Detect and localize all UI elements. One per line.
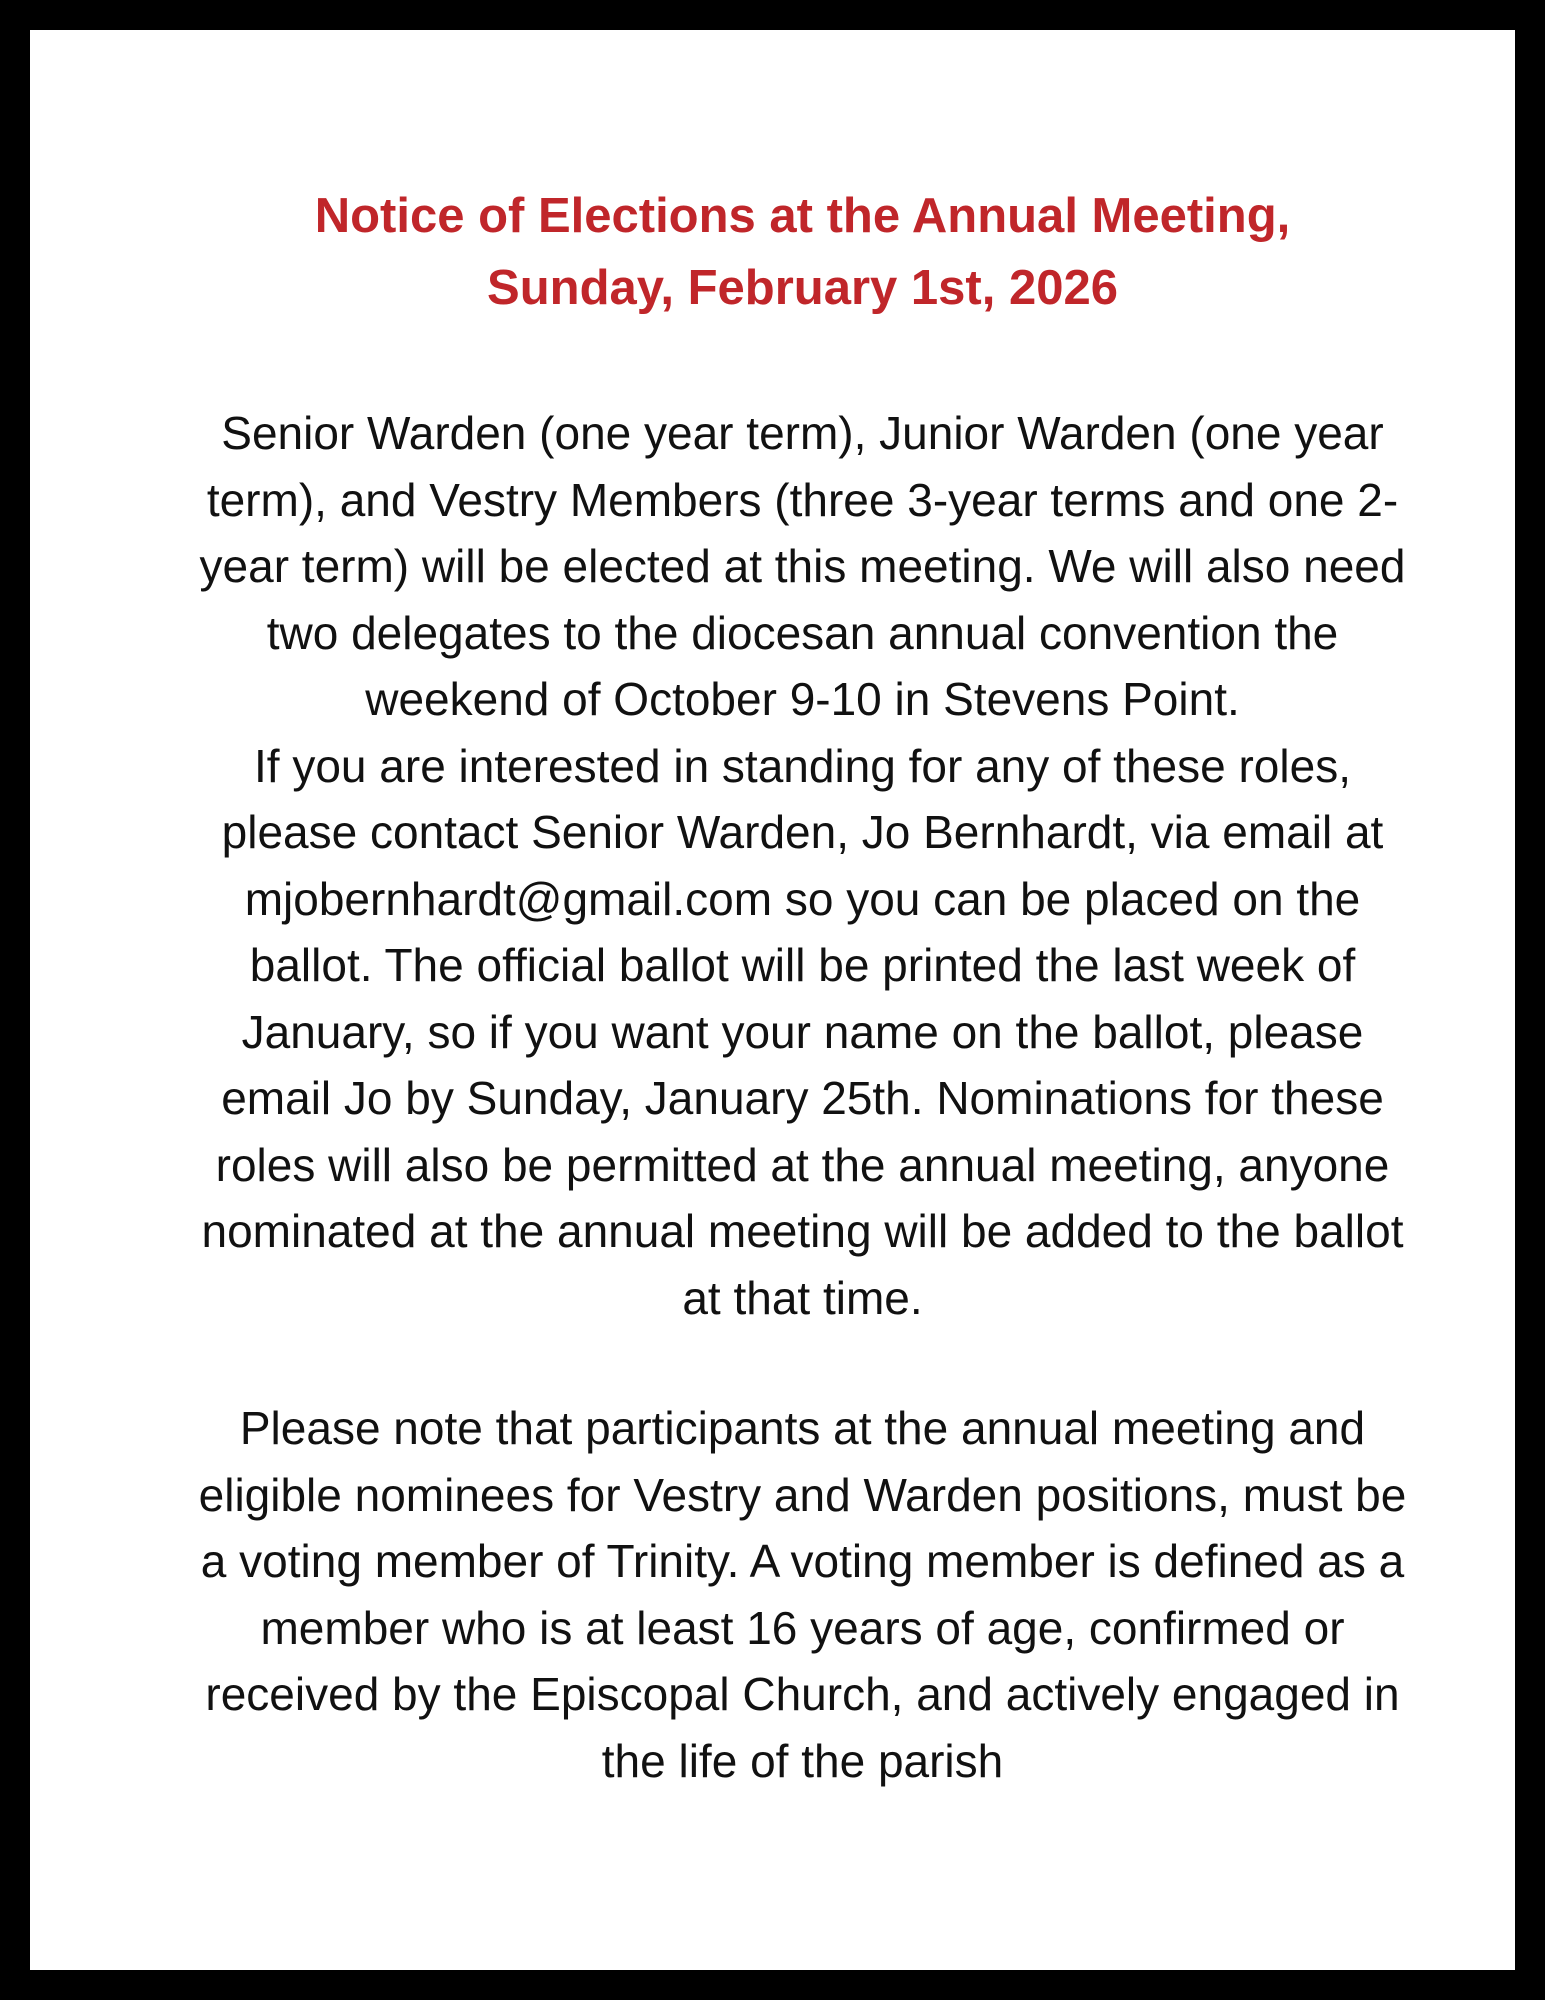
text-line: a voting member of Trinity. A voting member is defined as a — [200, 1535, 1405, 1587]
election-details-paragraph — [100, 400, 1505, 1331]
text-line: nominated at the annual meeting will be added to the ballot — [201, 1205, 1404, 1257]
text-line: Please note that participants at the annual meeting and — [239, 1402, 1366, 1454]
email-line[interactable]: mjobernhardt@gmail.com so you can be placed on the — [244, 872, 1361, 925]
text-line: ballot. The official ballot will be printed the last week of — [249, 939, 1356, 991]
title-line: Sunday, February 1st, 2026 — [487, 261, 1118, 315]
title-line: Notice of Elections at the Annual Meeting, — [314, 189, 1291, 243]
text-line: term), and Vestry Members (three 3-year terms and one 2- — [206, 473, 1399, 526]
text-line: received by the Episcopal Church, and actively engaged in — [205, 1668, 1400, 1720]
text-line: year term) will be elected at this meeting. We will also need — [199, 540, 1406, 592]
text-line: If you are interested in standing for any of these roles, — [254, 739, 1351, 792]
text-line: two delegates to the diocesan annual convention the — [266, 606, 1339, 659]
text-line: weekend of October 9-10 in Stevens Point. — [365, 673, 1240, 725]
text-line: January, so if you want your name on the ballot, please — [241, 1005, 1364, 1058]
text-line: please contact Senior Warden, Jo Bernhardt, via email at — [221, 806, 1384, 858]
text-line: the life of the parish — [601, 1734, 1004, 1787]
text-line: email Jo by Sunday, January 25th. Nominations for these — [221, 1072, 1384, 1124]
text-line: member who is at least 16 years of age, confirmed or — [260, 1601, 1345, 1654]
notice-title — [100, 180, 1505, 324]
voting-member-paragraph — [100, 1395, 1505, 1794]
text-line: roles will also be permitted at the annual meeting, anyone — [215, 1138, 1390, 1191]
text-line: Senior Warden (one year term), Junior Warden (one year — [221, 407, 1384, 459]
text-line: eligible nominees for Vestry and Warden positions, must be — [198, 1468, 1407, 1521]
text-line: at that time. — [682, 1271, 923, 1324]
